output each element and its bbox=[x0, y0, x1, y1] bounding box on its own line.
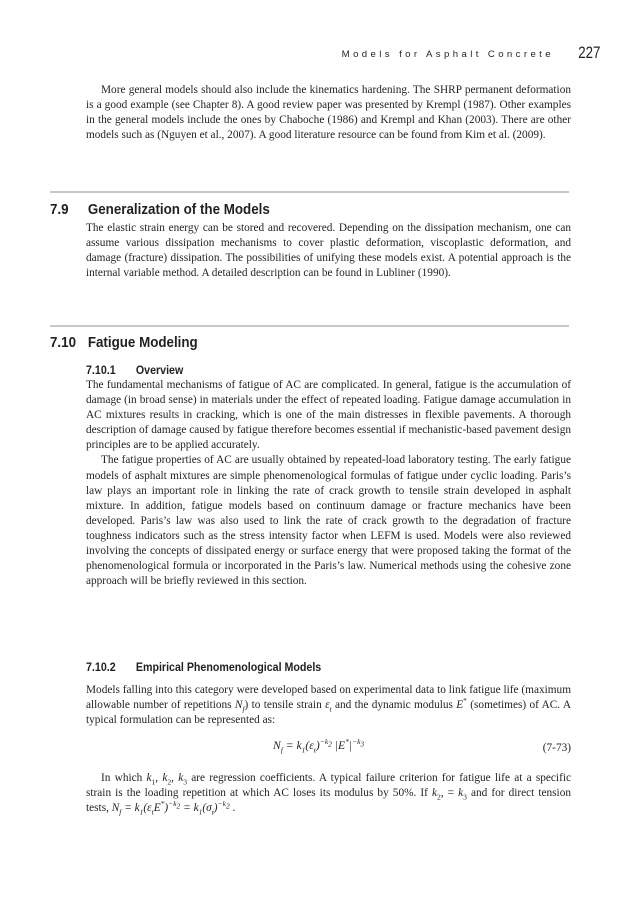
equation-label: (7-73) bbox=[542, 742, 571, 754]
subsection-number: 7.10.1 bbox=[86, 363, 116, 377]
subsection-title: Overview bbox=[135, 363, 184, 377]
section-7-10-1-body bbox=[86, 378, 571, 589]
intro-block bbox=[86, 83, 571, 143]
section-rule bbox=[50, 191, 569, 193]
section-7-10-2-body-continued bbox=[86, 771, 571, 816]
section-number: 7.9 bbox=[50, 201, 69, 218]
section-7-9-paragraph: The elastic strain energy can be stored and recovered. Depending on the dissipation mechanism, one can assume various dissipation mechanisms to cover plastic deformation, viscoplastic deformation, and damage (fracture) dissipation. The possibilities of unifying these models exist. A potential approach is the internal variable method. A detailed description can be found in Lubliner (1990). bbox=[86, 222, 571, 280]
subsection-heading-7-10-2 bbox=[86, 660, 321, 674]
overview-paragraph-2: The fatigue properties of AC are usually obtained by repeated-load laboratory testing. The early fatigue models of asphalt mixtures are simple phenomenological formulas of fatigue under cyclic loading. Paris’s law plays an important role in linking the rate of crack growth to tensile strain developed in asphalt mixture. In addition, fatigue models based on continuum damage or fracture mechanics have been developed. Paris’s law was also used to link the rate of crack growth to the degradation of fracture toughness indicators such as the stress intensity factor when LEFM is used. Models were also reviewed involving the concepts of dissipated energy or surface energy that were proposed taking the format of the phenomenological formula or incorporated in the Paris’s law. Numerical methods using the cohesive zone approach will be briefly reviewed in this section. bbox=[86, 454, 571, 588]
overview-paragraph-1: The fundamental mechanisms of fatigue of AC are complicated. In general, fatigue is the accumulation of damage (in broad sense) in materials under the effect of repeated loading. Fatigue damage accumulation in AC mixtures results in cracking, which is one of the main distresses in flexible pavements. A thorough description of damage caused by fatigue therefore becomes essential if mechanistic-based pavement design principles are to be applied accurately. bbox=[86, 379, 571, 452]
fatigue-equation: $N_f = k_1(\varepsilon_t)^{-k_2}$ $|E^*|^{-k_3}$ bbox=[273, 737, 365, 755]
empirical-paragraph-2: In which $k_1$, $k_2$, $k_3$ are regression coefficients. A typical failure criterion for fatigue life at a specific strain is the loading repetition at which AC loses its modulus by 50%. If $k_2$, = $k_3$ and for direct tension tests, $N_f = k_1(\varepsilon_tE^*)^{-k_2} = k_1(\sigma_t)^{-k_2}$ . bbox=[86, 772, 571, 817]
subsection-heading-7-10-1 bbox=[86, 363, 183, 377]
subsection-title: Empirical Phenomenological Models bbox=[135, 660, 322, 674]
section-heading-7-10 bbox=[50, 334, 198, 351]
section-7-9-body bbox=[86, 221, 571, 281]
section-number: 7.10 bbox=[50, 334, 77, 351]
section-title: Generalization of the Models bbox=[87, 201, 270, 218]
page-number: 227 bbox=[577, 43, 600, 62]
subsection-number: 7.10.2 bbox=[86, 660, 116, 674]
section-rule bbox=[50, 325, 569, 327]
running-title: Models for Asphalt Concrete bbox=[341, 49, 554, 60]
section-7-10-2-body bbox=[86, 683, 571, 728]
equation-7-73 bbox=[86, 739, 571, 759]
section-heading-7-9 bbox=[50, 201, 270, 218]
empirical-paragraph-1: Models falling into this category were developed based on experimental data to link fatigue life (maximum allowable number of repetitions $N_f$) to tensile strain $\varepsilon_t$ and the dynamic modulus E* (sometimes) of AC. A typical formulation can be represented as: bbox=[86, 684, 571, 727]
section-title: Fatigue Modeling bbox=[87, 334, 198, 351]
intro-paragraph: More general models should also include the kinematics hardening. The SHRP permanent deformation is a good example (see Chapter 8). A good review paper was presented by Krempl (1987). Other examples in the general models include the ones by Chaboche (1986) and Krempl and Khan (2003). There are other models such as (Nguyen et al., 2007). A good literature resource can be found from Kim et al. (2009). bbox=[86, 84, 571, 142]
